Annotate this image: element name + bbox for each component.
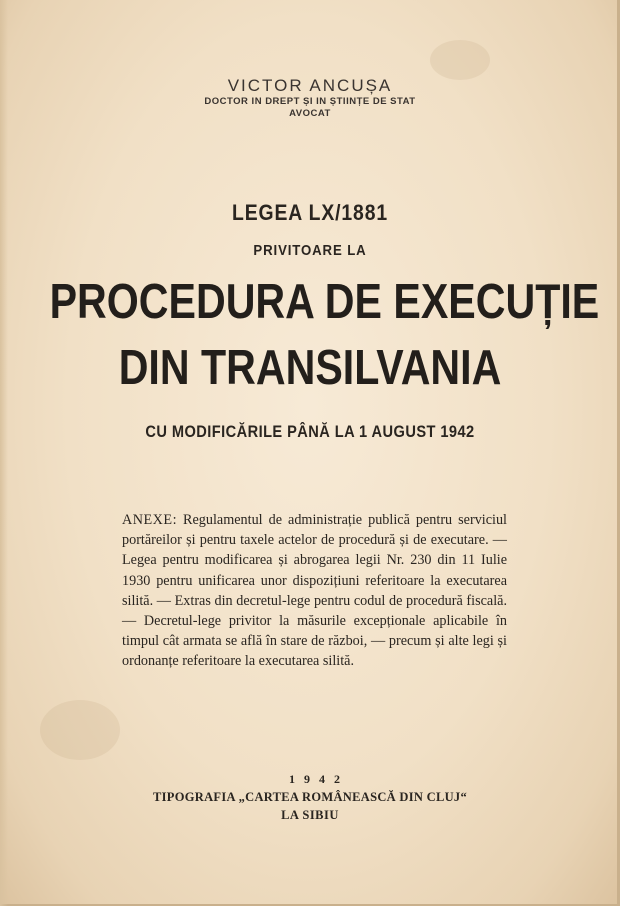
publication-year: 1942 xyxy=(289,772,349,786)
printer-name: TIPOGRAFIA „CARTEA ROMÂNEASCĂ DIN CLUJ“ xyxy=(152,790,468,804)
author-credentials xyxy=(0,96,620,120)
annex-label: ANEXE: xyxy=(122,512,178,528)
main-title-line2: DIN TRANSILVANIA xyxy=(118,341,502,395)
annex-paragraph xyxy=(122,510,507,672)
main-title-line1: PROCEDURA DE EXECUȚIE xyxy=(49,275,600,329)
publication-city: LA SIBIU xyxy=(281,808,339,822)
law-title: LEGEA LX/1881 xyxy=(232,200,388,225)
paper-stain xyxy=(430,40,490,80)
law-subtitle: PRIVITOARE LA xyxy=(253,242,367,259)
credentials-degree: DOCTOR IN DREPT ȘI IN ȘTIINȚE DE STAT xyxy=(204,96,416,107)
modifications-line: CU MODIFICĂRILE PÂNĂ LA 1 AUGUST 1942 xyxy=(145,422,475,441)
paper-stain xyxy=(40,700,120,760)
annex-text: Regulamentul de administrație publică pentru serviciul portăreilor și pentru taxele actelor de procedură și de executare. — Legea pentru modificarea și abrogarea legii Nr. 230 din 11 Iulie 1930 pentru unificarea unor dispozițiuni referitoare la executarea silită. — Extras din decretul-lege pentru codul de procedură fiscală. — Decretul-lege privitor la măsurile excepționale aplicabile în timpul cât armata se află în stare de război, — precum și alte legi și ordonanțe referitoare la executarea silită. xyxy=(122,512,508,670)
author-name: VICTOR ANCUȘA xyxy=(227,76,393,95)
spine-shadow xyxy=(0,0,8,906)
credentials-profession: AVOCAT xyxy=(289,108,331,119)
